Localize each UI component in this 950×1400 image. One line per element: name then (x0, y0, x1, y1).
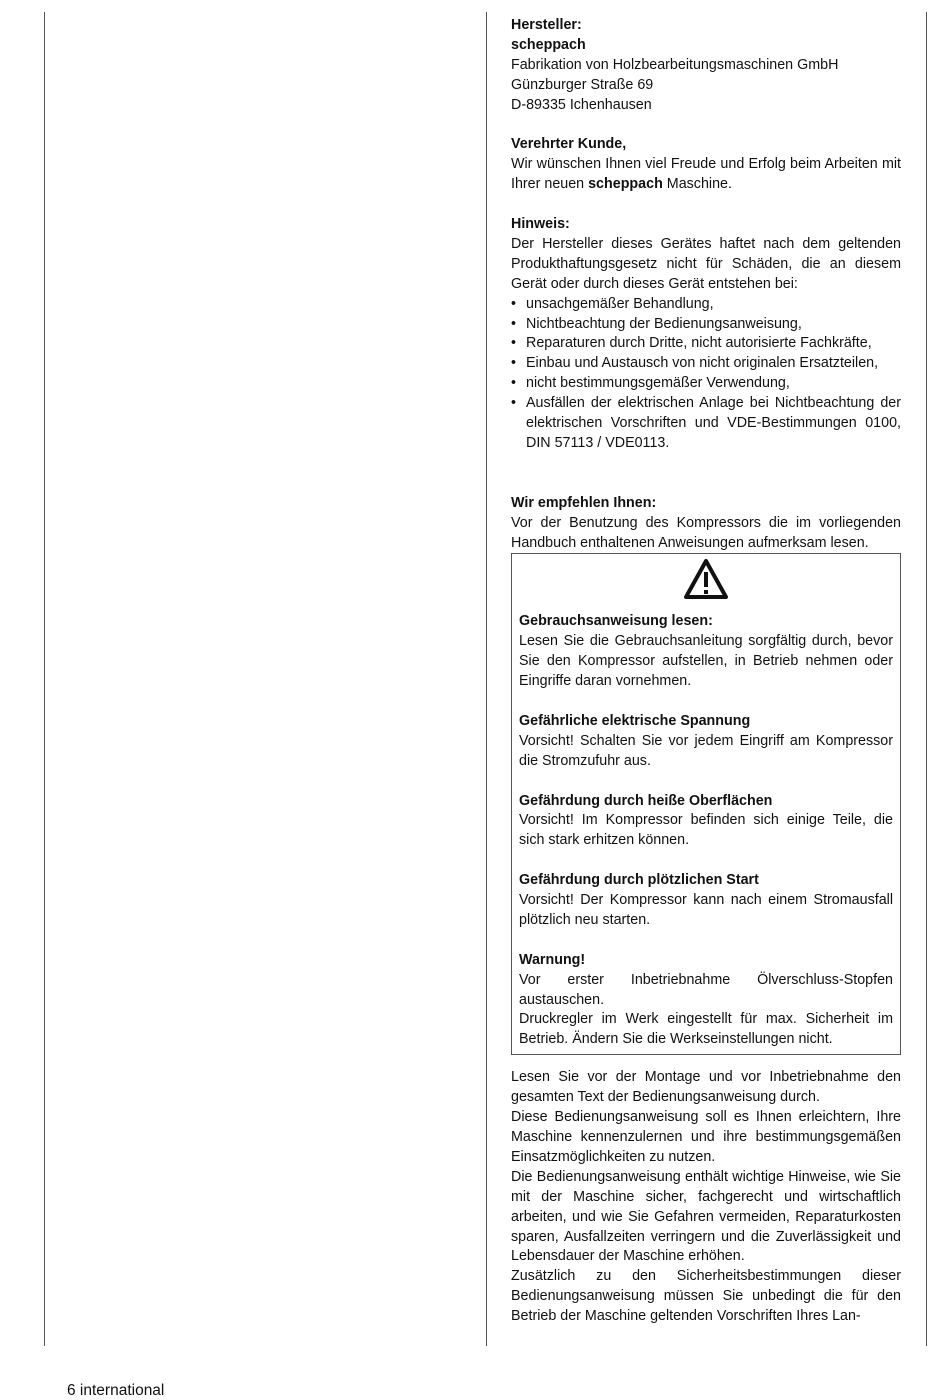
recommend-block (511, 494, 901, 554)
warning-section-heading: Gefährdung durch plötzlichen Start (519, 872, 759, 889)
warning-final-line: Druckregler im Werk eingestellt für max. Sicherheit im Betrieb. Ändern Sie die Werkseinstellungen nicht. (519, 1011, 893, 1048)
greeting-heading: Verehrter Kunde, (511, 136, 627, 153)
warning-section-text: Lesen Sie die Gebrauchsanleitung sorgfältig durch, bevor Sie den Kompressor aufstellen, in Betrieb nehmen oder Eingriffe daran vornehmen. (519, 633, 893, 690)
greeting-block (511, 135, 901, 195)
manufacturer-line: Fabrikation von Holzbearbeitungsmaschinen GmbH (511, 56, 839, 73)
warning-final-line: Vor erster Inbetriebnahme Ölverschluss-Stopfen austauschen. (519, 971, 893, 1008)
list-item: • Reparaturen durch Dritte, nicht autorisierte Fachkräfte, (511, 334, 901, 354)
warning-section-heading: Gebrauchsanweisung lesen: (519, 613, 713, 630)
closing-paragraph: Diese Bedienungsanweisung soll es Ihnen erleichtern, Ihre Maschine kennenzulernen und ihre bestimmungsgemäßen Einsatzmöglichkeiten zu nutzen. (511, 1109, 901, 1165)
note-text: Der Hersteller dieses Gerätes haftet nach dem geltenden Produkthaftungsgesetz nicht für Schäden, die an diesem Gerät oder durch dieses Gerät entstehen bei: (511, 235, 901, 292)
manufacturer-block (511, 16, 901, 116)
list-item: • Einbau und Austausch von nicht originalen Ersatzteilen, (511, 354, 901, 374)
warning-triangle-icon (683, 558, 729, 600)
center-divider-line (486, 12, 487, 1346)
warning-section-text: Vorsicht! Der Kompressor kann nach einem Stromausfall plötzlich neu starten. (519, 892, 893, 928)
greeting-brand: scheppach (588, 176, 663, 193)
text-column (511, 16, 901, 1327)
closing-paragraph: Lesen Sie vor der Montage und vor Inbetriebnahme den gesamten Text der Bedienungsanweisung durch. (511, 1069, 901, 1106)
note-heading: Hinweis: (511, 216, 570, 233)
list-item: • unsachgemäßer Behandlung, (511, 295, 901, 315)
right-border-line (926, 12, 927, 1346)
left-border-line (44, 12, 45, 1346)
greeting-text: Wir wünschen Ihnen viel Freude und Erfolg beim Arbeiten mit Ihrer neuen scheppach Maschine. (511, 156, 901, 193)
warning-section-text: Vorsicht! Schalten Sie vor jedem Eingriff am Kompressor die Stromzufuhr aus. (519, 732, 893, 769)
manufacturer-heading: Hersteller: (511, 17, 582, 33)
note-block (511, 215, 901, 454)
recommend-heading: Wir empfehlen Ihnen: (511, 494, 657, 511)
warning-section-text: Vorsicht! Im Kompressor befinden sich einige Teile, die sich stark erhitzen können. (519, 812, 893, 849)
list-item: • Ausfällen der elektrischen Anlage bei Nichtbeachtung der elektrischen Vorschriften und VDE-Bestimmungen 0100, DIN 57113 / VDE0113. (511, 394, 901, 454)
warning-box (511, 553, 901, 1055)
list-item: • nicht bestimmungsgemäßer Verwendung, (511, 374, 901, 394)
warning-section-heading: Gefährliche elektrische Spannung (519, 712, 751, 729)
recommend-text: Vor der Benutzung des Kompressors die im vorliegenden Handbuch enthaltenen Anweisungen aufmerksam lesen. (511, 514, 901, 551)
manufacturer-line: D-89335 Ichenhausen (511, 96, 652, 113)
closing-paragraph: Die Bedienungsanweisung enthält wichtige Hinweise, wie Sie mit der Maschine sicher, fachgerecht und wirtschaftlich arbeiten, und wie Sie Gefahren vermeiden, Reparaturkosten sparen, Ausfallzeiten verringern und die Zuverlässigkeit und Lebensdauer der Maschine erhöhen. (511, 1168, 901, 1265)
warning-section-heading: Gefährdung durch heiße Oberflächen (519, 792, 773, 809)
liability-list (511, 295, 901, 454)
page-footer: 6 international (67, 1382, 165, 1399)
manufacturer-line: Günzburger Straße 69 (511, 76, 654, 93)
closing-paragraph: Zusätzlich zu den Sicherheitsbestimmungen dieser Bedienungsanweisung müssen Sie unbedingt die für den Betrieb der Maschine geltenden Vorschriften Ihres Lan- (511, 1268, 901, 1325)
warning-final-heading: Warnung! (519, 951, 586, 968)
closing-block (511, 1068, 901, 1327)
list-item: • Nichtbeachtung der Bedienungsanweisung, (511, 315, 901, 335)
manufacturer-brand: scheppach (511, 36, 586, 53)
